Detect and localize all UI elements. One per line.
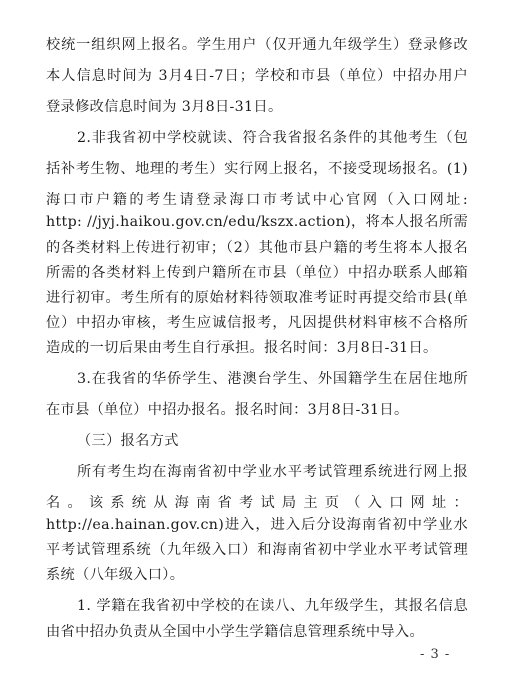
paragraph-line: 造成的一切后果由考生自行承担。报名时间：3月8日-31日。 [46, 340, 438, 356]
paragraph-line: 所需的各类材料上传到户籍所在市县（单位）中招办联系人邮箱 [46, 265, 468, 281]
paragraph-line: 进行初审。考生所有的原始材料待领取准考证时再提交给市县(单 [46, 290, 468, 306]
paragraph-line: 系统（八年级入口）。 [46, 567, 185, 583]
paragraph-line: 3.在我省的华侨学生、港澳台学生、外国籍学生在居住地所 [77, 371, 468, 387]
paragraph-line: 的各类材料上传进行初审；（2）其他市县户籍的考生将本人报名 [46, 240, 468, 256]
paragraph-line: 校统一组织网上报名。学生用户（仅开通九年级学生）登录修改 [46, 37, 468, 53]
page-number: - 3 - [420, 647, 451, 662]
paragraph-line: 1. 学籍在我省初中学校的在读八、九年级学生，其报名信息 [77, 598, 468, 614]
paragraph-line: 括补考生物、地理的考生）实行网上报名，不接受现场报名。(1) [46, 161, 468, 177]
paragraph-line: 所有考生均在海南省初中学业水平考试管理系统进行网上报 [77, 464, 468, 480]
paragraph-line: 2.非我省初中学校就读、符合我省报名条件的其他考生（包 [77, 130, 468, 146]
section-heading: （三）报名方式 [77, 433, 179, 449]
paragraph-line: 名。该系统从海南省考试局主页（入口网址： [46, 495, 468, 511]
paragraph-line: 本人信息时间为 3月4日-7日；学校和市县（单位）中招办用户 [46, 68, 468, 84]
paragraph-line: 在市县（单位）中招办报名。报名时间：3月8日-31日。 [46, 402, 409, 418]
paragraph-line: 登录修改信息时间为 3月8日-31日。 [46, 99, 283, 115]
paragraph-line: 位）中招办审核，考生应诚信报考，凡因提供材料审核不合格所 [46, 315, 468, 331]
paragraph-line: http://ea.hainan.gov.cn)进入，进入后分设海南省初中学业水 [46, 517, 468, 533]
paragraph-line: 由省中招办负责从全国中小学生学籍信息管理系统中导入。 [46, 624, 424, 640]
paragraph-line: http: //jyj.haikou.gov.cn/edu/kszx.action)，将本人报名所需 [46, 214, 468, 230]
paragraph-line: 海口市户籍的考生请登录海口市考试中心官网（入口网址: [46, 192, 468, 208]
paragraph-line: 平考试管理系统（九年级入口）和海南省初中学业水平考试管理 [46, 542, 468, 558]
